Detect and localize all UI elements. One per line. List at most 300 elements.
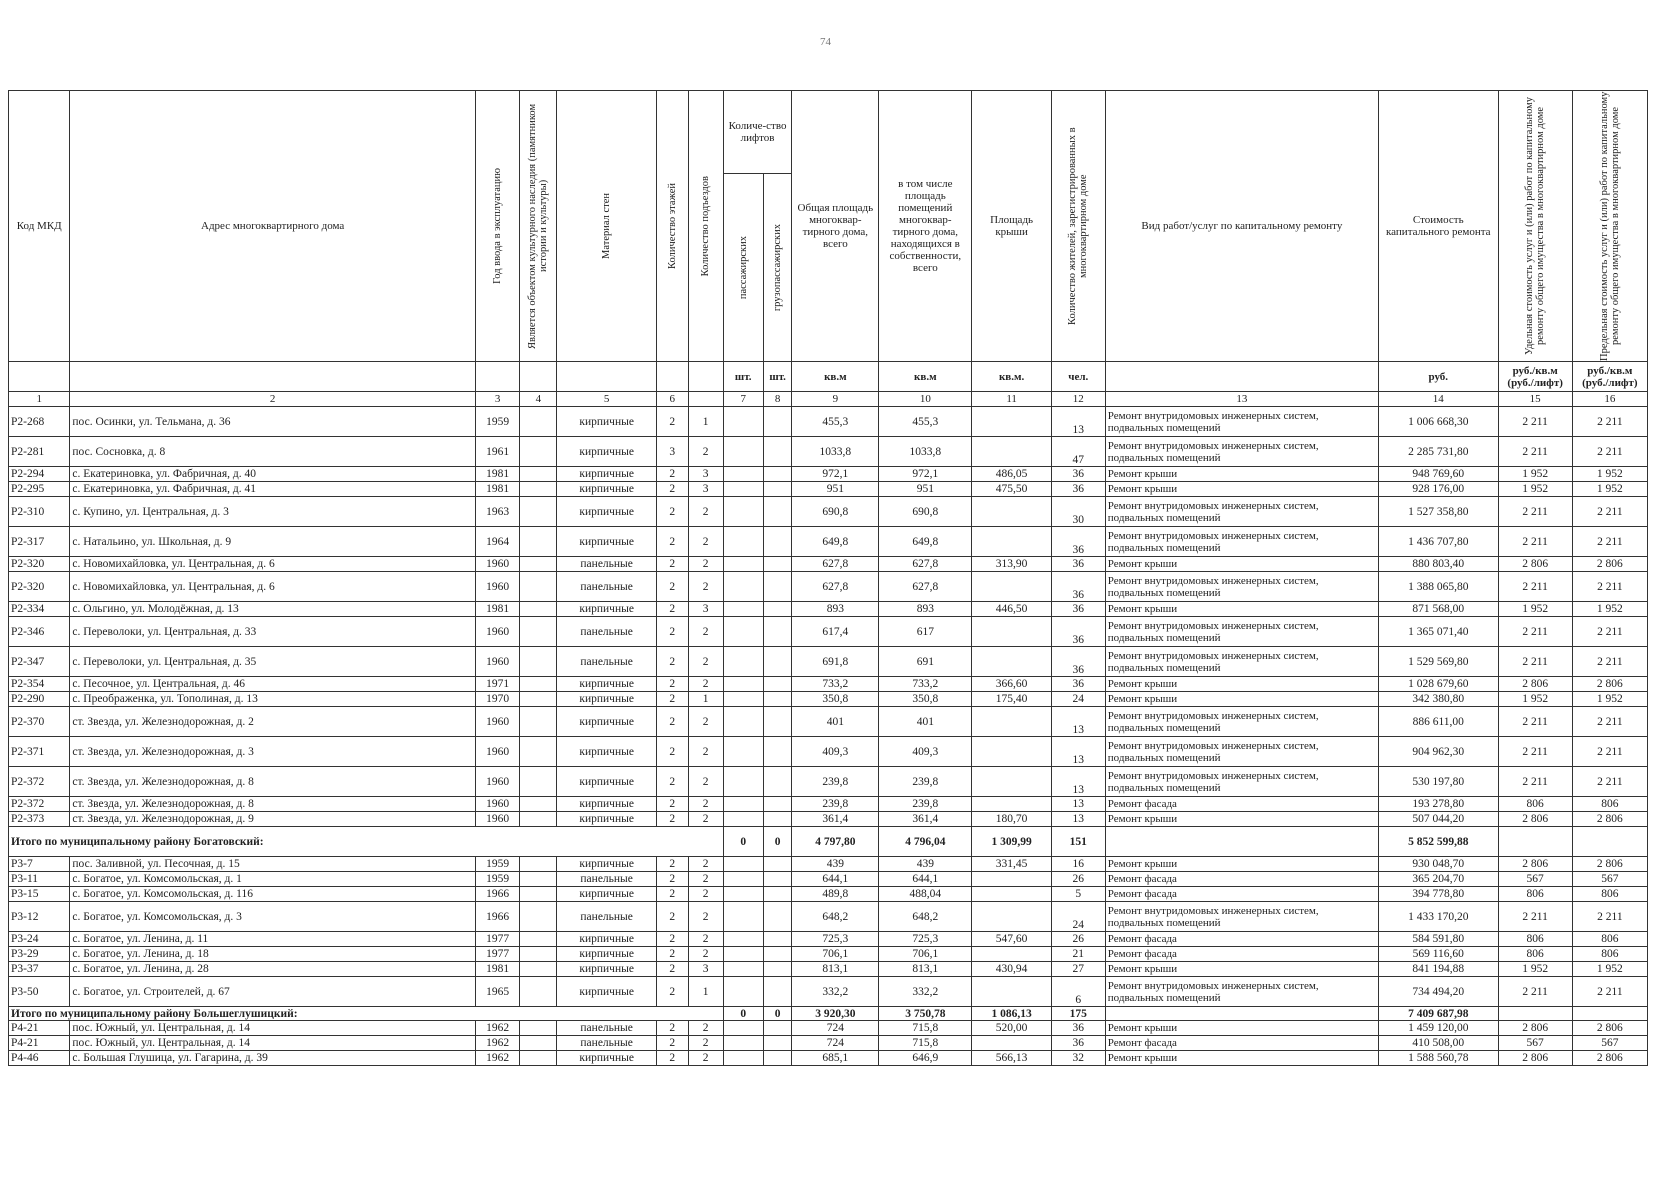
- header-lifts-cargo: грузопассажирских: [772, 224, 784, 312]
- roof-area: 430,94: [972, 962, 1051, 977]
- year: 1960: [475, 737, 519, 767]
- floors: 2: [656, 812, 688, 827]
- repair-cost: 841 194,88: [1378, 962, 1498, 977]
- max-cost: 1 952: [1572, 692, 1647, 707]
- lifts-cargo: [763, 527, 792, 557]
- header-lifts: Количе-ство лифтов: [723, 91, 792, 174]
- own-area: 627,8: [879, 572, 972, 602]
- header-entrances: Количество подъездов: [700, 175, 712, 277]
- unit-cost: 1 952: [1498, 692, 1572, 707]
- entrances: 3: [688, 602, 723, 617]
- work-type: Ремонт крыши: [1105, 602, 1378, 617]
- work-type: Ремонт фасада: [1105, 1036, 1378, 1051]
- year: 1960: [475, 572, 519, 602]
- floors: 2: [656, 467, 688, 482]
- own-area: 617: [879, 617, 972, 647]
- mkd-code: Р2-320: [9, 572, 70, 602]
- lifts-cargo: [763, 977, 792, 1007]
- column-number: 13: [1105, 392, 1378, 407]
- heritage: [520, 467, 557, 482]
- lifts-cargo: [763, 947, 792, 962]
- total-area: 813,1: [792, 962, 879, 977]
- lifts-passenger: [723, 407, 763, 437]
- column-numbers-row: [9, 392, 1648, 407]
- unit-roof-area: кв.м.: [972, 362, 1051, 392]
- lifts-passenger: [723, 677, 763, 692]
- year: 1960: [475, 707, 519, 737]
- roof-area: [972, 437, 1051, 467]
- roof-area: 566,13: [972, 1051, 1051, 1066]
- header-floors: Количество этажей: [666, 183, 678, 269]
- wall-material: кирпичные: [557, 932, 657, 947]
- max-cost: 1 952: [1572, 467, 1647, 482]
- own-area: 646,9: [879, 1051, 972, 1066]
- work-type: Ремонт фасада: [1105, 797, 1378, 812]
- roof-area: 475,50: [972, 482, 1051, 497]
- residents: 24: [1051, 902, 1105, 932]
- table-row: [9, 887, 1648, 902]
- unit-cost: 2 211: [1498, 977, 1572, 1007]
- lifts-passenger: [723, 437, 763, 467]
- repair-cost: 886 611,00: [1378, 707, 1498, 737]
- own-area: 361,4: [879, 812, 972, 827]
- roof-area: 366,60: [972, 677, 1051, 692]
- heritage: [520, 677, 557, 692]
- entrances: 2: [688, 677, 723, 692]
- repair-cost: 1 527 358,80: [1378, 497, 1498, 527]
- year: 1981: [475, 467, 519, 482]
- residents: 36: [1051, 1021, 1105, 1036]
- work-type: Ремонт внутридомовых инженерных систем, подвальных помещений: [1105, 737, 1378, 767]
- floors: 2: [656, 407, 688, 437]
- address: с. Ольгино, ул. Молодёжная, д. 13: [70, 602, 476, 617]
- lifts-passenger: [723, 977, 763, 1007]
- lifts-passenger: [723, 887, 763, 902]
- lifts-passenger: [723, 812, 763, 827]
- total-area: 627,8: [792, 572, 879, 602]
- address: с. Богатое, ул. Комсомольская, д. 3: [70, 902, 476, 932]
- residents: 30: [1051, 497, 1105, 527]
- table-row: [9, 692, 1648, 707]
- unit-unit-cost: руб./кв.м (руб./лифт): [1498, 362, 1572, 392]
- max-cost: 1 952: [1572, 962, 1647, 977]
- own-area: 1033,8: [879, 437, 972, 467]
- heritage: [520, 962, 557, 977]
- work-type: Ремонт внутридомовых инженерных систем, подвальных помещений: [1105, 497, 1378, 527]
- lifts-cargo: [763, 557, 792, 572]
- work-type: Ремонт крыши: [1105, 482, 1378, 497]
- total-area: 455,3: [792, 407, 879, 437]
- residents: 13: [1051, 737, 1105, 767]
- wall-material: кирпичные: [557, 812, 657, 827]
- floors: 3: [656, 437, 688, 467]
- unit-cost: 806: [1498, 887, 1572, 902]
- total-residents: 151: [1051, 827, 1105, 857]
- total-roof-area: 1 086,13: [972, 1007, 1051, 1021]
- year: 1960: [475, 617, 519, 647]
- wall-material: кирпичные: [557, 707, 657, 737]
- repair-cost: 930 048,70: [1378, 857, 1498, 872]
- repair-cost: 1 588 560,78: [1378, 1051, 1498, 1066]
- column-number: 15: [1498, 392, 1572, 407]
- address: с. Богатое, ул. Комсомольская, д. 1: [70, 872, 476, 887]
- residents: 21: [1051, 947, 1105, 962]
- work-type: Ремонт внутридомовых инженерных систем, подвальных помещений: [1105, 902, 1378, 932]
- lifts-passenger: [723, 902, 763, 932]
- unit-cost: 2 211: [1498, 737, 1572, 767]
- max-cost: 2 211: [1572, 407, 1647, 437]
- own-area: 649,8: [879, 527, 972, 557]
- mkd-code: Р2-354: [9, 677, 70, 692]
- year: 1977: [475, 947, 519, 962]
- total-area: 725,3: [792, 932, 879, 947]
- own-area: 455,3: [879, 407, 972, 437]
- total-own-area: 4 796,04: [879, 827, 972, 857]
- header-year: Год ввода в эксплуатацию: [492, 168, 504, 284]
- table-row: [9, 767, 1648, 797]
- residents: 32: [1051, 1051, 1105, 1066]
- total-area: 649,8: [792, 527, 879, 557]
- total-area: 239,8: [792, 797, 879, 812]
- unit-cost: 2 211: [1498, 527, 1572, 557]
- address: с. Екатериновка, ул. Фабричная, д. 41: [70, 482, 476, 497]
- max-cost: 2 806: [1572, 557, 1647, 572]
- total-roof-area: 1 309,99: [972, 827, 1051, 857]
- residents: 36: [1051, 572, 1105, 602]
- lifts-cargo: [763, 1051, 792, 1066]
- roof-area: [972, 707, 1051, 737]
- unit-residents: чел.: [1051, 362, 1105, 392]
- address: с. Богатое, ул. Комсомольская, д. 116: [70, 887, 476, 902]
- column-number: 4: [520, 392, 557, 407]
- unit-cost: 2 211: [1498, 617, 1572, 647]
- total-area: 401: [792, 707, 879, 737]
- wall-material: кирпичные: [557, 947, 657, 962]
- lifts-passenger: [723, 467, 763, 482]
- mkd-code: Р2-294: [9, 467, 70, 482]
- header-cost: Стоимость капитального ремонта: [1378, 91, 1498, 362]
- unit-cost: 2 211: [1498, 902, 1572, 932]
- entrances: 2: [688, 497, 723, 527]
- wall-material: панельные: [557, 572, 657, 602]
- mkd-code: Р4-21: [9, 1021, 70, 1036]
- floors: 2: [656, 902, 688, 932]
- year: 1981: [475, 602, 519, 617]
- lifts-cargo: [763, 602, 792, 617]
- floors: 2: [656, 707, 688, 737]
- wall-material: кирпичные: [557, 602, 657, 617]
- max-cost: 806: [1572, 797, 1647, 812]
- mkd-code: Р3-11: [9, 872, 70, 887]
- unit-cost: руб.: [1378, 362, 1498, 392]
- floors: 2: [656, 947, 688, 962]
- own-area: 733,2: [879, 677, 972, 692]
- table-row: [9, 602, 1648, 617]
- repair-cost: 530 197,80: [1378, 767, 1498, 797]
- work-type: Ремонт внутридомовых инженерных систем, подвальных помещений: [1105, 437, 1378, 467]
- total-cost: 7 409 687,98: [1378, 1007, 1498, 1021]
- wall-material: кирпичные: [557, 407, 657, 437]
- mkd-code: Р2-290: [9, 692, 70, 707]
- entrances: 2: [688, 1036, 723, 1051]
- own-area: 488,04: [879, 887, 972, 902]
- table-row: [9, 902, 1648, 932]
- wall-material: кирпичные: [557, 857, 657, 872]
- total-area: 4 797,80: [792, 827, 879, 857]
- heritage: [520, 857, 557, 872]
- heritage: [520, 437, 557, 467]
- unit-cost: 567: [1498, 872, 1572, 887]
- max-cost: 2 211: [1572, 707, 1647, 737]
- unit-lifts-cargo: шт.: [763, 362, 792, 392]
- entrances: 2: [688, 887, 723, 902]
- year: 1981: [475, 482, 519, 497]
- work-type: Ремонт фасада: [1105, 887, 1378, 902]
- work-type: Ремонт крыши: [1105, 812, 1378, 827]
- mkd-code: Р2-346: [9, 617, 70, 647]
- roof-area: 547,60: [972, 932, 1051, 947]
- own-area: 409,3: [879, 737, 972, 767]
- work-type: Ремонт внутридомовых инженерных систем, подвальных помещений: [1105, 977, 1378, 1007]
- heritage: [520, 617, 557, 647]
- mkd-code: Р3-29: [9, 947, 70, 962]
- table-row: [9, 482, 1648, 497]
- residents: 16: [1051, 857, 1105, 872]
- floors: 2: [656, 1051, 688, 1066]
- capital-repair-table: [8, 90, 1648, 1066]
- lifts-passenger: [723, 767, 763, 797]
- entrances: 3: [688, 482, 723, 497]
- wall-material: кирпичные: [557, 677, 657, 692]
- work-type: Ремонт крыши: [1105, 677, 1378, 692]
- address: ст. Звезда, ул. Железнодорожная, д. 3: [70, 737, 476, 767]
- year: 1981: [475, 962, 519, 977]
- unit-lifts-passenger: шт.: [723, 362, 763, 392]
- repair-cost: 342 380,80: [1378, 692, 1498, 707]
- roof-area: [972, 797, 1051, 812]
- lifts-cargo: [763, 797, 792, 812]
- header-max-cost: Предельная стоимость услуг и (или) работ по капитальному ремонту общего имущества в многоквартирном доме: [1598, 91, 1621, 361]
- total-own-area: 3 750,78: [879, 1007, 972, 1021]
- work-type: Ремонт внутридомовых инженерных систем, подвальных помещений: [1105, 617, 1378, 647]
- unit-cost: 2 806: [1498, 557, 1572, 572]
- heritage: [520, 767, 557, 797]
- work-type: Ремонт крыши: [1105, 557, 1378, 572]
- heritage: [520, 932, 557, 947]
- max-cost: 2 211: [1572, 977, 1647, 1007]
- heritage: [520, 692, 557, 707]
- entrances: 1: [688, 407, 723, 437]
- own-area: 951: [879, 482, 972, 497]
- page-number: 74: [820, 36, 831, 48]
- table-row: [9, 872, 1648, 887]
- address: с. Песочное, ул. Центральная, д. 46: [70, 677, 476, 692]
- column-number: 14: [1378, 392, 1498, 407]
- wall-material: кирпичные: [557, 437, 657, 467]
- mkd-code: Р3-24: [9, 932, 70, 947]
- year: 1970: [475, 692, 519, 707]
- table-row: [9, 737, 1648, 767]
- table-row: [9, 572, 1648, 602]
- table-body: [9, 407, 1648, 1066]
- table-row: [9, 857, 1648, 872]
- total-area: 648,2: [792, 902, 879, 932]
- total-area: 627,8: [792, 557, 879, 572]
- lifts-cargo: [763, 437, 792, 467]
- work-type: Ремонт крыши: [1105, 962, 1378, 977]
- lifts-passenger: [723, 707, 763, 737]
- column-number: [688, 392, 723, 407]
- max-cost: 2 211: [1572, 902, 1647, 932]
- year: 1960: [475, 797, 519, 812]
- unit-cost: 1 952: [1498, 602, 1572, 617]
- mkd-code: Р2-334: [9, 602, 70, 617]
- repair-cost: 1 459 120,00: [1378, 1021, 1498, 1036]
- unit-cost: 1 952: [1498, 482, 1572, 497]
- residents: 36: [1051, 482, 1105, 497]
- column-number: 5: [557, 392, 657, 407]
- wall-material: кирпичные: [557, 1051, 657, 1066]
- address: с. Преображенка, ул. Тополиная, д. 13: [70, 692, 476, 707]
- lifts-passenger: [723, 602, 763, 617]
- year: 1962: [475, 1021, 519, 1036]
- total-area: 893: [792, 602, 879, 617]
- repair-cost: 569 116,60: [1378, 947, 1498, 962]
- unit-cost: 2 211: [1498, 407, 1572, 437]
- roof-area: [972, 407, 1051, 437]
- wall-material: панельные: [557, 647, 657, 677]
- wall-material: кирпичные: [557, 692, 657, 707]
- residents: 36: [1051, 1036, 1105, 1051]
- empty-cell: [1498, 1007, 1572, 1021]
- table-row: [9, 1021, 1648, 1036]
- total-area: 685,1: [792, 1051, 879, 1066]
- work-type: Ремонт крыши: [1105, 857, 1378, 872]
- entrances: 2: [688, 707, 723, 737]
- residents: 26: [1051, 932, 1105, 947]
- work-type: Ремонт внутридомовых инженерных систем, подвальных помещений: [1105, 647, 1378, 677]
- address: пос. Сосновка, д. 8: [70, 437, 476, 467]
- table-row: [9, 1036, 1648, 1051]
- total-cost: 5 852 599,88: [1378, 827, 1498, 857]
- work-type: Ремонт внутридомовых инженерных систем, подвальных помещений: [1105, 767, 1378, 797]
- max-cost: 1 952: [1572, 482, 1647, 497]
- max-cost: 2 806: [1572, 812, 1647, 827]
- work-type: Ремонт крыши: [1105, 1051, 1378, 1066]
- heritage: [520, 902, 557, 932]
- year: 1961: [475, 437, 519, 467]
- entrances: 2: [688, 557, 723, 572]
- own-area: 725,3: [879, 932, 972, 947]
- mkd-code: Р2-372: [9, 767, 70, 797]
- lifts-passenger: [723, 557, 763, 572]
- entrances: 2: [688, 1021, 723, 1036]
- floors: 2: [656, 887, 688, 902]
- mkd-code: Р3-50: [9, 977, 70, 1007]
- repair-cost: 948 769,60: [1378, 467, 1498, 482]
- floors: 2: [656, 932, 688, 947]
- wall-material: кирпичные: [557, 527, 657, 557]
- table-row: [9, 497, 1648, 527]
- max-cost: 2 806: [1572, 1021, 1647, 1036]
- total-area: 439: [792, 857, 879, 872]
- max-cost: 1 952: [1572, 602, 1647, 617]
- mkd-code: Р4-46: [9, 1051, 70, 1066]
- entrances: 2: [688, 737, 723, 767]
- max-cost: 2 211: [1572, 497, 1647, 527]
- lifts-passenger: [723, 647, 763, 677]
- year: 1960: [475, 557, 519, 572]
- entrances: 2: [688, 527, 723, 557]
- repair-cost: 734 494,20: [1378, 977, 1498, 1007]
- year: 1960: [475, 812, 519, 827]
- lifts-cargo: [763, 617, 792, 647]
- address: с. Екатериновка, ул. Фабричная, д. 40: [70, 467, 476, 482]
- total-area: 489,8: [792, 887, 879, 902]
- unit-cost: 806: [1498, 797, 1572, 812]
- lifts-passenger: [723, 1051, 763, 1066]
- max-cost: 2 806: [1572, 677, 1647, 692]
- lifts-passenger: [723, 1036, 763, 1051]
- header-walls: Материал стен: [601, 193, 613, 259]
- max-cost: 2 211: [1572, 647, 1647, 677]
- roof-area: [972, 1036, 1051, 1051]
- max-cost: 567: [1572, 1036, 1647, 1051]
- roof-area: [972, 497, 1051, 527]
- column-number: 11: [972, 392, 1051, 407]
- table-row: [9, 527, 1648, 557]
- residents: 26: [1051, 872, 1105, 887]
- wall-material: панельные: [557, 557, 657, 572]
- unit-max-cost: руб./кв.м (руб./лифт): [1572, 362, 1647, 392]
- table-row: [9, 557, 1648, 572]
- own-area: 644,1: [879, 872, 972, 887]
- repair-cost: 904 962,30: [1378, 737, 1498, 767]
- wall-material: кирпичные: [557, 962, 657, 977]
- wall-material: кирпичные: [557, 977, 657, 1007]
- table-row: [9, 797, 1648, 812]
- mkd-code: Р2-317: [9, 527, 70, 557]
- column-number: 12: [1051, 392, 1105, 407]
- heritage: [520, 602, 557, 617]
- unit-cost: 806: [1498, 947, 1572, 962]
- entrances: 2: [688, 1051, 723, 1066]
- lifts-cargo: [763, 812, 792, 827]
- work-type: Ремонт крыши: [1105, 692, 1378, 707]
- roof-area: 446,50: [972, 602, 1051, 617]
- max-cost: 806: [1572, 887, 1647, 902]
- wall-material: кирпичные: [557, 797, 657, 812]
- heritage: [520, 1051, 557, 1066]
- roof-area: 331,45: [972, 857, 1051, 872]
- heritage: [520, 572, 557, 602]
- table-row: [9, 677, 1648, 692]
- header-own-area: в том числе площадь помещений многоквар-тирного дома, находящихся в собственности, всего: [879, 91, 972, 362]
- header-roof-area: Площадь крыши: [972, 91, 1051, 362]
- residents: 5: [1051, 887, 1105, 902]
- total-area: 239,8: [792, 767, 879, 797]
- floors: 2: [656, 572, 688, 602]
- unit-cost: 2 211: [1498, 437, 1572, 467]
- lifts-passenger: [723, 857, 763, 872]
- own-area: 706,1: [879, 947, 972, 962]
- heritage: [520, 812, 557, 827]
- lifts-passenger: [723, 737, 763, 767]
- header-unit-cost: Удельная стоимость услуг и (или) работ по капитальному ремонту общего имущества в многоквартирном доме: [1524, 96, 1547, 356]
- entrances: 2: [688, 797, 723, 812]
- entrances: 2: [688, 572, 723, 602]
- max-cost: 2 806: [1572, 1051, 1647, 1066]
